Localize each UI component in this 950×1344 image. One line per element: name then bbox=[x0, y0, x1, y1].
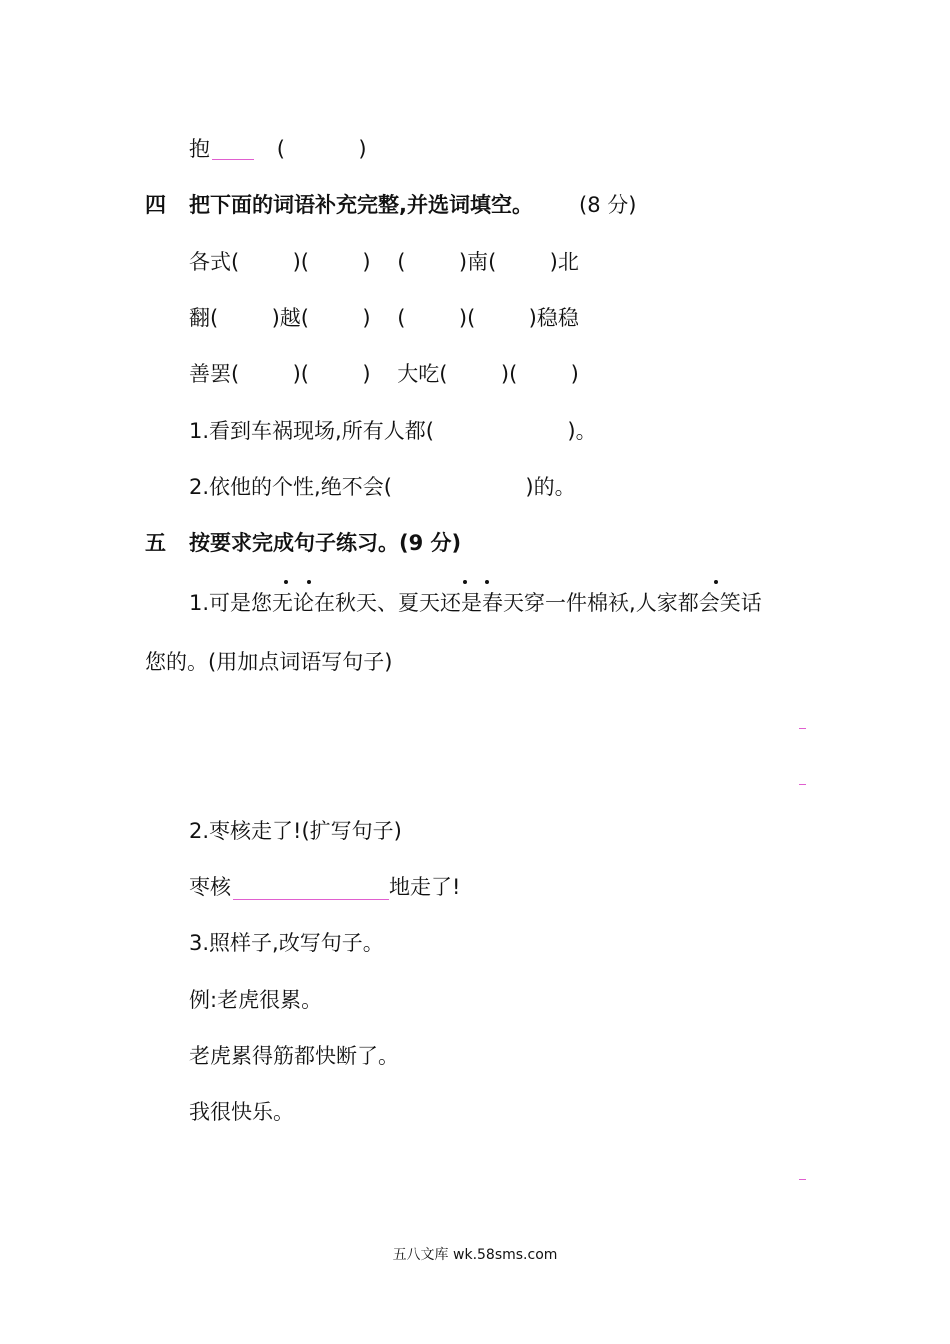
emphasis-dot bbox=[714, 580, 718, 584]
question-2-suffix: 地走了! bbox=[389, 875, 461, 899]
idiom-row-1: 各式( )( ) ( )南( )北 bbox=[189, 250, 579, 274]
emphasis-dot bbox=[463, 580, 467, 584]
fill-sentence-1: 1.看到车祸现场,所有人都( )。 bbox=[189, 419, 597, 443]
question-1-line-2: 您的。(用加点词语写句子) bbox=[145, 650, 393, 674]
emphasis-dot bbox=[485, 580, 489, 584]
line-bao: 抱 ( ) bbox=[189, 137, 367, 161]
question-3-title: 3.照样子,改写句子。 bbox=[189, 931, 384, 955]
expand-blank[interactable] bbox=[233, 899, 389, 900]
answer-line-mark bbox=[799, 784, 806, 785]
section-4-title: 把下面的词语补充完整,并选词填空。 bbox=[189, 193, 533, 217]
section-5-number: 五 bbox=[145, 531, 166, 555]
bao-blank[interactable] bbox=[212, 159, 254, 160]
section-4-number: 四 bbox=[145, 193, 166, 217]
idiom-row-2: 翻( )越( ) ( )( )稳稳 bbox=[189, 306, 579, 330]
question-1-line-1: 1.可是您无论在秋天、夏天还是春天穿一件棉袄,人家都会笑话 bbox=[189, 591, 762, 615]
example-answer: 老虎累得筋都快断了。 bbox=[189, 1044, 399, 1068]
fill-sentence-2: 2.依他的个性,绝不会( )的。 bbox=[189, 475, 576, 499]
question-3-task: 我很快乐。 bbox=[189, 1100, 294, 1124]
emphasis-dot bbox=[307, 580, 311, 584]
question-2-prefix: 枣核 bbox=[189, 875, 231, 899]
section-4-score: (8 分) bbox=[579, 193, 637, 217]
answer-line-mark bbox=[799, 1179, 806, 1180]
footer-watermark: 五八文库 wk.58sms.com bbox=[392, 1247, 558, 1263]
answer-line-mark bbox=[799, 728, 806, 729]
example-sentence: 例:老虎很累。 bbox=[189, 988, 323, 1012]
emphasis-dot bbox=[284, 580, 288, 584]
section-5-title: 按要求完成句子练习。(9 分) bbox=[189, 531, 462, 555]
question-2-title: 2.枣核走了!(扩写句子) bbox=[189, 819, 402, 843]
idiom-row-3: 善罢( )( ) 大吃( )( ) bbox=[189, 362, 579, 386]
